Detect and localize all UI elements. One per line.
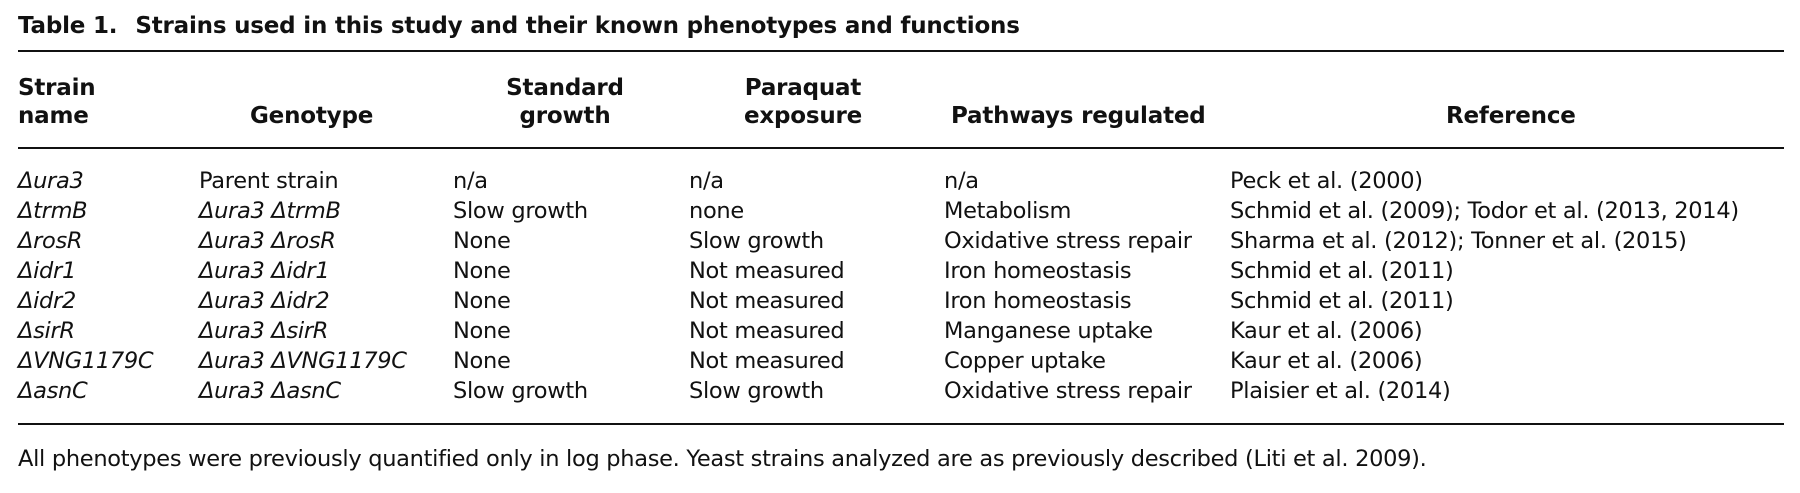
- cell-standard-growth: None: [453, 228, 511, 254]
- cell-strain: ΔasnC: [18, 378, 88, 404]
- cell-strain: ΔtrmB: [18, 198, 88, 224]
- table-footnote: All phenotypes were previously quantified only in log phase. Yeast strains analyzed are as previously described (Liti et al. 2009).: [18, 446, 1427, 472]
- cell-pathways: Manganese uptake: [944, 318, 1153, 344]
- cell-strain: Δura3: [18, 168, 84, 194]
- cell-paraquat-exposure: Not measured: [689, 288, 845, 314]
- cell-standard-growth: None: [453, 348, 511, 374]
- strains-table: [18, 166, 1790, 406]
- cell-paraquat-exposure: Slow growth: [689, 378, 824, 404]
- table-row: [18, 316, 1790, 346]
- table-row: [18, 376, 1790, 406]
- header-standard-growth: Standard growth: [506, 75, 624, 129]
- cell-paraquat-exposure: n/a: [689, 168, 724, 194]
- cell-reference: Schmid et al. (2011): [1230, 258, 1454, 284]
- header-rule: [18, 147, 1784, 149]
- cell-pathways: Oxidative stress repair: [944, 378, 1192, 404]
- cell-pathways: Metabolism: [944, 198, 1072, 224]
- header-pathways-regulated: Pathways regulated: [951, 103, 1206, 129]
- cell-pathways: Oxidative stress repair: [944, 228, 1192, 254]
- table-title: Strains used in this study and their known phenotypes and functions: [135, 13, 1020, 39]
- cell-reference: Schmid et al. (2009); Todor et al. (2013, 2014): [1230, 198, 1739, 224]
- cell-reference: Kaur et al. (2006): [1230, 348, 1423, 374]
- cell-reference: Kaur et al. (2006): [1230, 318, 1423, 344]
- cell-pathways: Iron homeostasis: [944, 288, 1132, 314]
- cell-standard-growth: n/a: [453, 168, 488, 194]
- table-row: [18, 346, 1790, 376]
- table-caption: [18, 13, 1020, 39]
- cell-genotype: Parent strain: [199, 168, 339, 194]
- bottom-rule: [18, 423, 1784, 425]
- table-row: [18, 256, 1790, 286]
- cell-genotype: Δura3 ΔsirR: [199, 318, 329, 344]
- cell-genotype: Δura3 Δidr2: [199, 288, 330, 314]
- cell-genotype: Δura3 ΔtrmB: [199, 198, 341, 224]
- cell-paraquat-exposure: Not measured: [689, 318, 845, 344]
- cell-reference: Plaisier et al. (2014): [1230, 378, 1451, 404]
- cell-genotype: Δura3 ΔrosR: [199, 228, 336, 254]
- table-number: Table 1.: [18, 13, 118, 39]
- cell-paraquat-exposure: Not measured: [689, 258, 845, 284]
- header-reference: Reference: [1446, 103, 1576, 129]
- cell-paraquat-exposure: none: [689, 198, 744, 224]
- cell-standard-growth: None: [453, 318, 511, 344]
- header-strain-name: Strain name: [18, 75, 96, 129]
- cell-strain: ΔrosR: [18, 228, 83, 254]
- header-paraquat-exposure: Paraquat exposure: [743, 75, 863, 129]
- top-rule: [18, 50, 1784, 52]
- cell-strain: ΔsirR: [18, 318, 75, 344]
- cell-strain: Δidr1: [18, 258, 76, 284]
- table-row: [18, 226, 1790, 256]
- cell-standard-growth: Slow growth: [453, 378, 588, 404]
- cell-pathways: Copper uptake: [944, 348, 1106, 374]
- table-row: [18, 166, 1790, 196]
- cell-standard-growth: None: [453, 258, 511, 284]
- cell-strain: Δidr2: [18, 288, 76, 314]
- table-row: [18, 196, 1790, 226]
- cell-reference: Peck et al. (2000): [1230, 168, 1423, 194]
- cell-paraquat-exposure: Not measured: [689, 348, 845, 374]
- cell-reference: Schmid et al. (2011): [1230, 288, 1454, 314]
- cell-standard-growth: None: [453, 288, 511, 314]
- table-row: [18, 286, 1790, 316]
- cell-genotype: Δura3 ΔasnC: [199, 378, 341, 404]
- header-genotype: Genotype: [250, 103, 374, 129]
- cell-pathways: Iron homeostasis: [944, 258, 1132, 284]
- cell-standard-growth: Slow growth: [453, 198, 588, 224]
- cell-strain: ΔVNG1179C: [18, 348, 154, 374]
- cell-genotype: Δura3 ΔVNG1179C: [199, 348, 407, 374]
- cell-pathways: n/a: [944, 168, 979, 194]
- cell-paraquat-exposure: Slow growth: [689, 228, 824, 254]
- cell-reference: Sharma et al. (2012); Tonner et al. (2015): [1230, 228, 1687, 254]
- cell-genotype: Δura3 Δidr1: [199, 258, 330, 284]
